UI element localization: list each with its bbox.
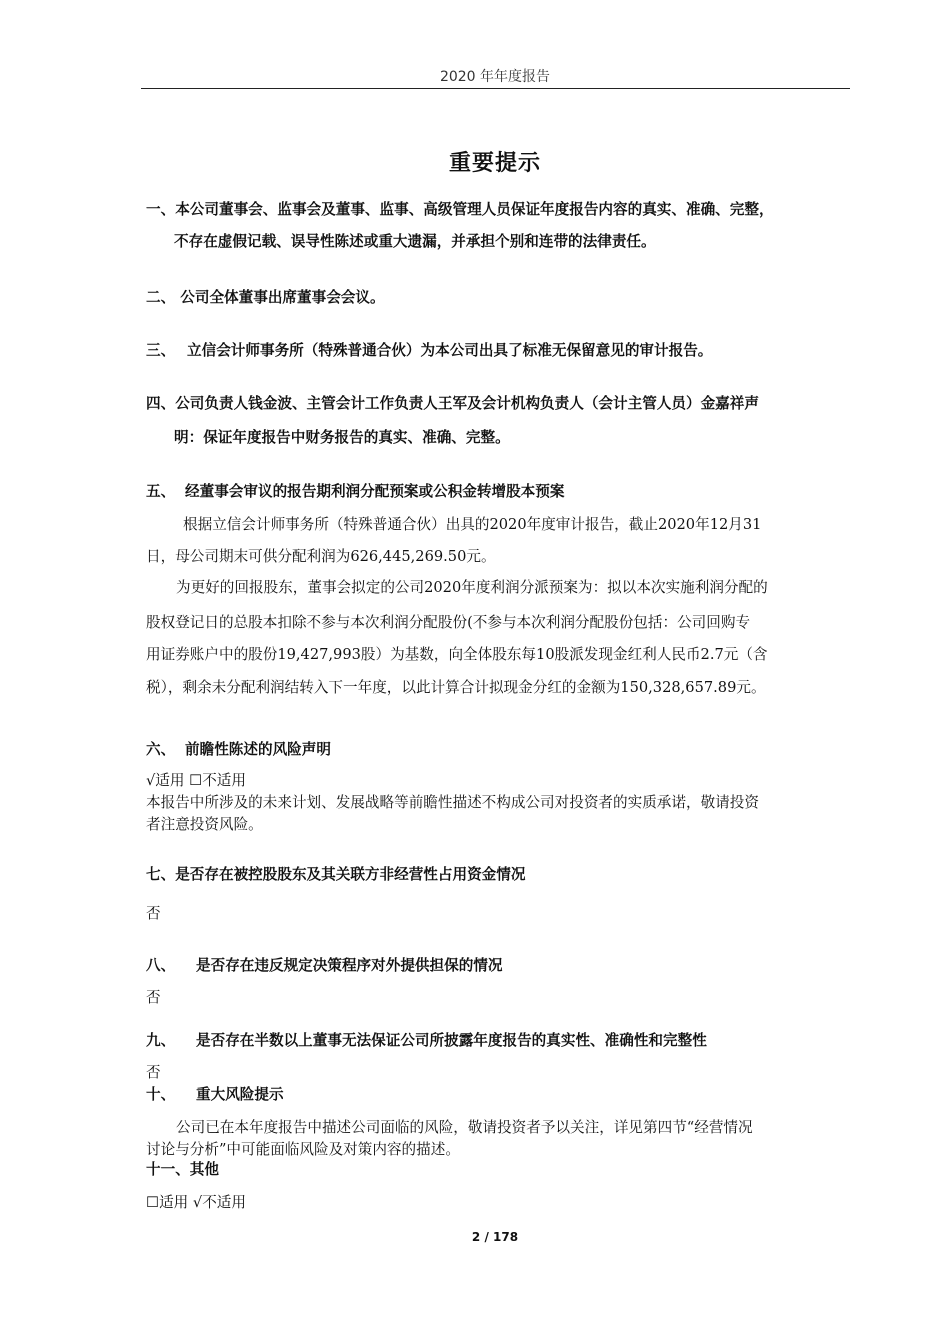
- page-header-title: 2020 年年度报告: [439, 69, 551, 85]
- item-11-title: 十一、其他: [146, 1161, 219, 1178]
- item-5-para-2-line-2: 股权登记日的总股本扣除不参与本次利润分配股份(不参与本次利润分配股份包括：公司回购专: [146, 614, 751, 631]
- item-10-number: 十、: [146, 1086, 176, 1103]
- item-6-line-1: 本报告中所涉及的未来计划、发展战略等前瞻性描述不构成公司对投资者的实质承诺，敬请投资: [146, 794, 759, 811]
- item-5-title: 经董事会审议的报告期利润分配预案或公积金转增股本预案: [185, 483, 565, 500]
- item-3-text: 立信会计师事务所（特殊普通合伙）为本公司出具了标准无保留意见的审计报告。: [187, 342, 713, 359]
- item-10-title: 重大风险提示: [196, 1086, 284, 1103]
- item-6-title: 前瞻性陈述的风险声明: [185, 741, 331, 758]
- item-9-number: 九、: [146, 1032, 176, 1049]
- item-5-number: 五、: [146, 483, 176, 500]
- page-number: 2 / 178: [471, 1230, 519, 1244]
- item-10-line-1: 公司已在本年度报告中描述公司面临的风险，敬请投资者予以关注，详见第四节“经营情况: [176, 1119, 753, 1136]
- item-7-answer: 否: [146, 905, 161, 922]
- document-title: 重要提示: [448, 151, 541, 176]
- item-8-title: 是否存在违反规定决策程序对外提供担保的情况: [196, 957, 503, 974]
- item-8-number: 八、: [146, 957, 176, 974]
- item-9-answer: 否: [146, 1064, 161, 1081]
- item-4-line-1: 四、公司负责人钱金波、主管会计工作负责人王军及会计机构负责人（会计主管人员）金嘉祥声: [146, 395, 759, 412]
- item-4-line-2: 明：保证年度报告中财务报告的真实、准确、完整。: [174, 429, 510, 446]
- item-11-applicability-checkbox: ☐适用 √不适用: [146, 1194, 246, 1211]
- item-5-para-2-line-3: 用证券账户中的股份19,427,993股）为基数，向全体股东每10股派发现金红利人民币2.7元（含: [146, 646, 768, 663]
- item-5-para-1-line-2: 日，母公司期末可供分配利润为626,445,269.50元。: [146, 548, 496, 565]
- item-10-line-2: 讨论与分析”中可能面临风险及对策内容的描述。: [146, 1141, 460, 1158]
- item-6-applicability-checkbox: √适用 ☐不适用: [146, 772, 246, 789]
- item-5-para-2-line-4: 税），剩余未分配利润结转入下一年度，以此计算合计拟现金分红的金额为150,328,657.89元。: [146, 679, 766, 696]
- item-7-title: 七、是否存在被控股股东及其关联方非经营性占用资金情况: [146, 866, 526, 883]
- header-divider: [141, 88, 850, 89]
- item-3-number: 三、: [146, 342, 176, 359]
- item-6-number: 六、: [146, 741, 176, 758]
- item-1-line-2: 不存在虚假记载、误导性陈述或重大遗漏，并承担个别和连带的法律责任。: [174, 233, 656, 250]
- item-9-title: 是否存在半数以上董事无法保证公司所披露年度报告的真实性、准确性和完整性: [196, 1032, 707, 1049]
- item-8-answer: 否: [146, 989, 161, 1006]
- item-5-para-1-line-1: 根据立信会计师事务所（特殊普通合伙）出具的2020年度审计报告，截止2020年12月31: [183, 516, 762, 533]
- item-6-line-2: 者注意投资风险。: [146, 816, 263, 833]
- item-5-para-2-line-1: 为更好的回报股东，董事会拟定的公司2020年度利润分派预案为：拟以本次实施利润分配的: [176, 579, 768, 596]
- item-2: 二、 公司全体董事出席董事会会议。: [146, 289, 385, 306]
- item-1-line-1: 一、本公司董事会、监事会及董事、监事、高级管理人员保证年度报告内容的真实、准确、完整，: [146, 201, 774, 218]
